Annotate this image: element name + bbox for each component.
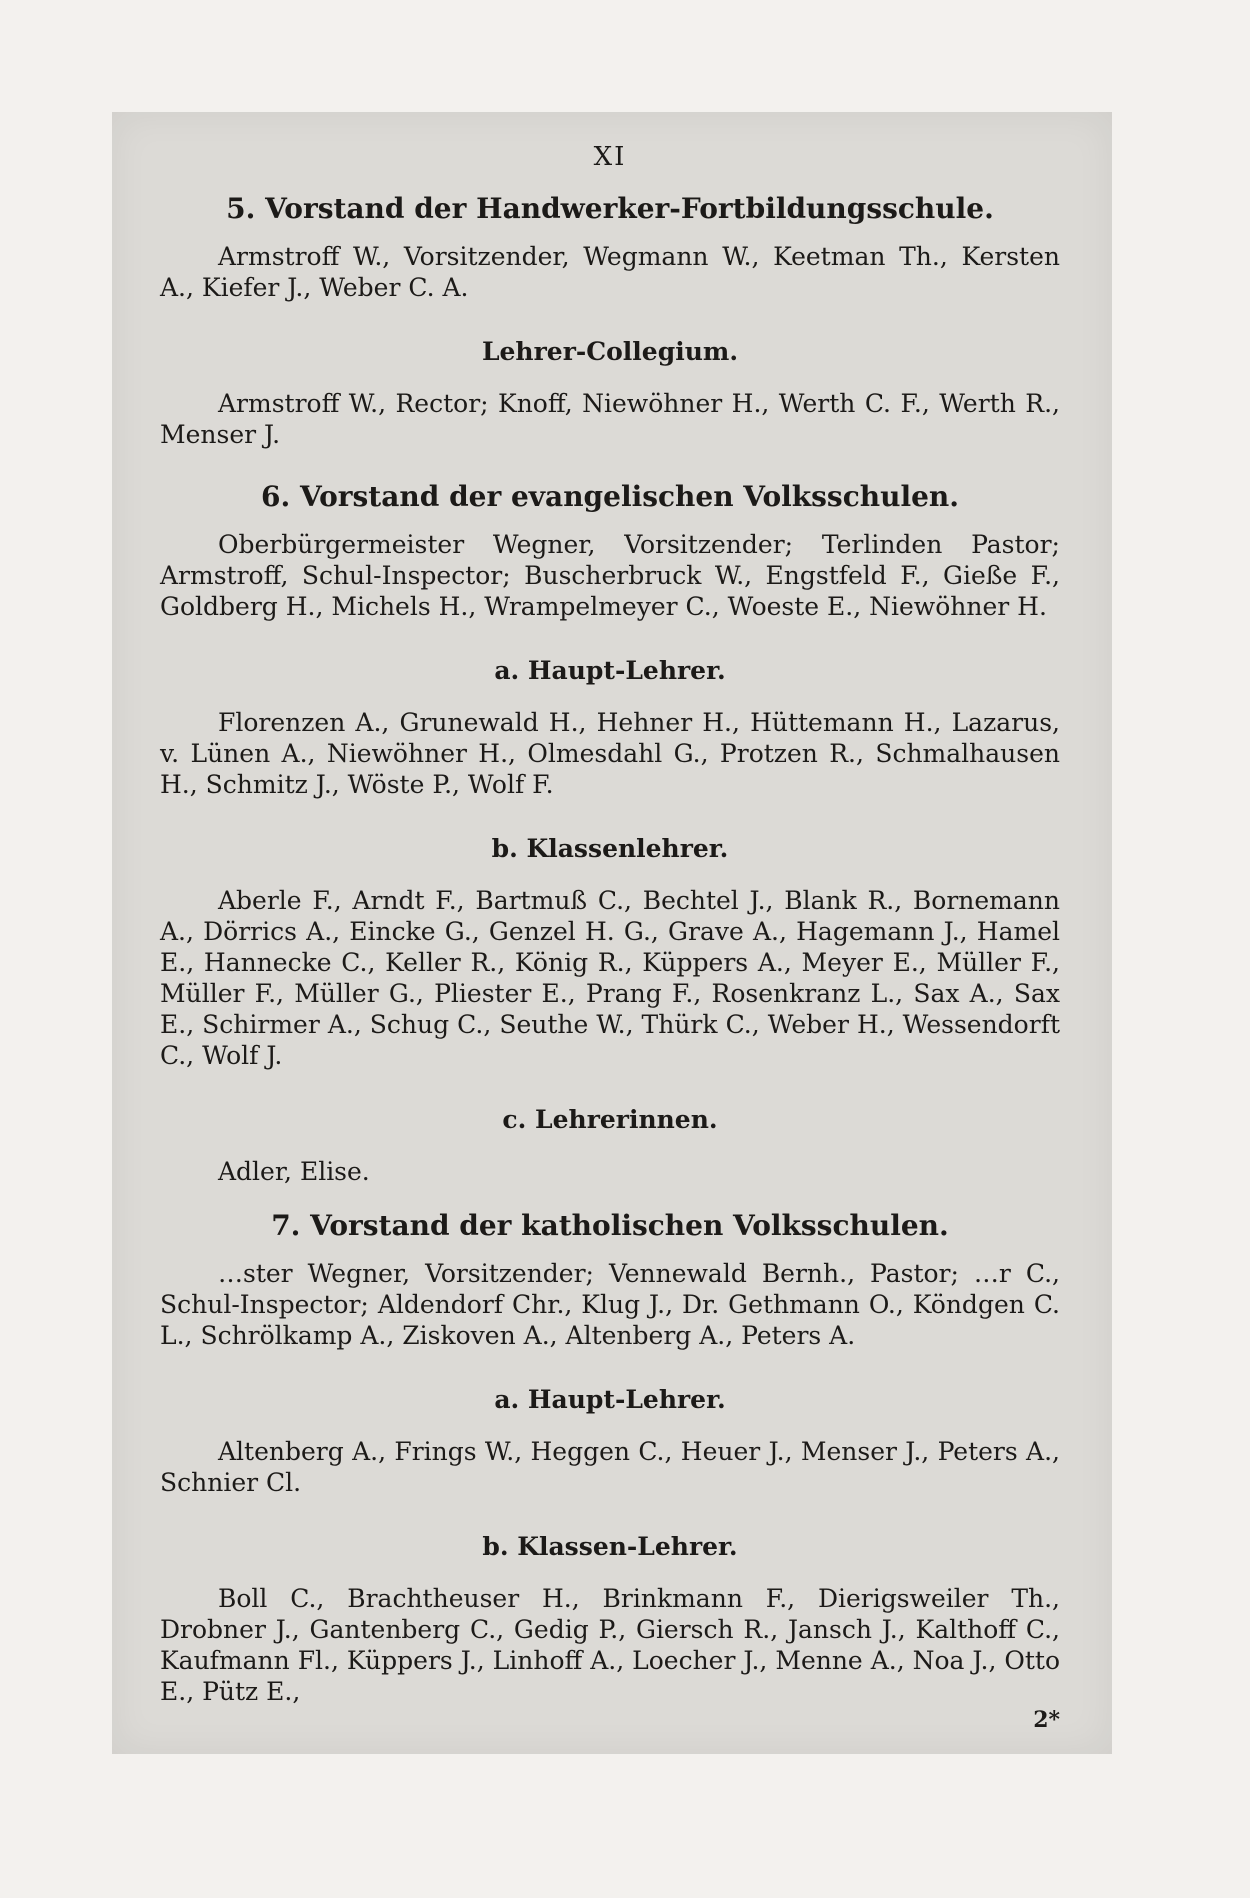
subtitle-7a: a. Haupt-Lehrer. bbox=[494, 1385, 726, 1414]
section-6a-text: Florenzen A., Grunewald H., Hehner H., Hüttemann H., Lazarus, v. Lünen A., Niewöhner H., Olmesdahl G., Protzen R., Schmalhausen H., Schmitz J., Wöste P., Wolf F. bbox=[160, 708, 1060, 799]
section-5-text: Armstroff W., Vorsitzender, Wegmann W., Keetman Th., Kersten A., Kiefer J., Weber C. A. bbox=[160, 242, 1060, 302]
subtitle-6b: b. Klassenlehrer. bbox=[491, 834, 729, 863]
section-7-text: …ster Wegner, Vorsitzender; Vennewald Bernh., Pastor; …r C., Schul-Inspector; Aldendorf Chr., Klug J., Dr. Gethmann O., Köndgen C. L., Schrölkamp A., Ziskoven A., Altenberg A., Peters A. bbox=[160, 1259, 1060, 1350]
page-number: XI bbox=[593, 142, 627, 172]
lehrer-collegium-text: Armstroff W., Rector; Knoff, Niewöhner H., Werth C. F., Werth R., Menser J. bbox=[160, 389, 1060, 449]
section-title-7: 7. Vorstand der katholischen Volksschulen. bbox=[271, 1209, 949, 1242]
section-6b-text: Aberle F., Arndt F., Bartmuß C., Bechtel J., Blank R., Bornemann A., Dörrics A., Eincke G., Genzel H. G., Grave A., Hagemann J., Hamel E., Hannecke C., Keller R., König R., Küppers A., Meyer E., Müller F., Müller F., Müller G., Pliester E., Prang F., Rosenkranz L., Sax A., Sax E., Schirmer A., Schug C., Seuthe W., Thürk C., Weber H., Wessendorft C., Wolf J. bbox=[160, 886, 1060, 1070]
section-title-5: 5. Vorstand der Handwerker-Fortbildungsschule. bbox=[226, 192, 994, 225]
subtitle-6c: c. Lehrerinnen. bbox=[502, 1105, 718, 1134]
sheet-signature: 2* bbox=[1033, 1707, 1060, 1733]
section-6-text: Oberbürgermeister Wegner, Vorsitzender; Terlinden Pastor; Armstroff, Schul-Inspector; Buscherbruck W., Engstfeld F., Gieße F., Goldberg H., Michels H., Wrampelmeyer C., Woeste E., Niewöhner H. bbox=[160, 530, 1060, 621]
section-7b-text: Boll C., Brachtheuser H., Brinkmann F., Dierigsweiler Th., Drobner J., Gantenberg C., Gedig P., Giersch R., Jansch J., Kalthoff C., Kaufmann Fl., Küppers J., Linhoff A., Loecher J., Menne A., Noa J., Otto E., Pütz E., bbox=[160, 1584, 1060, 1706]
page-content bbox=[160, 140, 1060, 1733]
subtitle-6a: a. Haupt-Lehrer. bbox=[494, 656, 726, 685]
section-title-6: 6. Vorstand der evangelischen Volksschulen. bbox=[260, 480, 960, 513]
section-7a-text: Altenberg A., Frings W., Heggen C., Heuer J., Menser J., Peters A., Schnier Cl. bbox=[160, 1437, 1060, 1497]
subtitle-lehrer-collegium: Lehrer-Collegium. bbox=[481, 337, 739, 366]
section-6c-text: Adler, Elise. bbox=[218, 1157, 370, 1186]
subtitle-7b: b. Klassen-Lehrer. bbox=[482, 1532, 738, 1561]
